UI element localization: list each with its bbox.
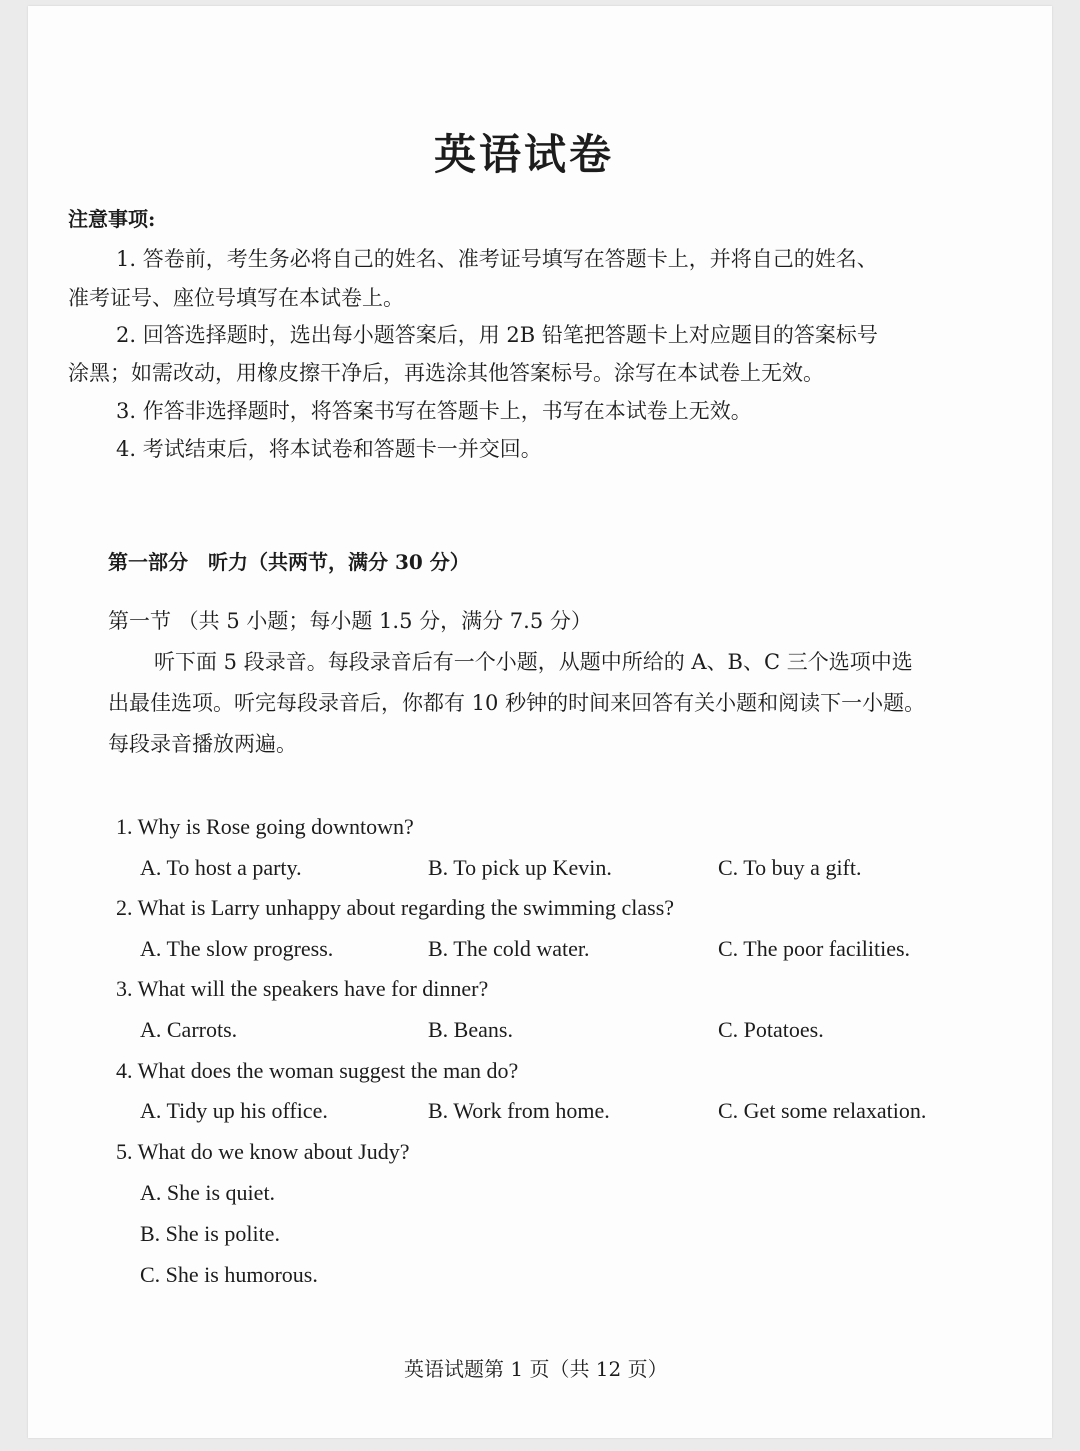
exam-page (28, 6, 1052, 1438)
part-heading: 第一部分 听力（共两节，满分 30 分） (108, 550, 470, 574)
answer-option: A. Tidy up his office. (140, 1098, 328, 1123)
page-footer: 英语试题第 1 页（共 12 页） (404, 1357, 668, 1381)
answer-option: A. She is quiet. (140, 1180, 276, 1205)
question-text: 5. What do we know about Judy? (116, 1139, 410, 1164)
answer-option: A. Carrots. (140, 1017, 238, 1042)
question-text: 4. What does the woman suggest the man do? (116, 1058, 519, 1083)
answer-option: C. Get some relaxation. (718, 1098, 927, 1123)
answer-option: A. The slow progress. (140, 936, 334, 961)
page-title: 英语试卷 (434, 130, 615, 179)
section-heading: 第一节 （共 5 小题；每小题 1.5 分，满分 7.5 分） (108, 609, 592, 633)
notice-line: 涂黑；如需改动，用橡皮擦干净后，再选涂其他答案标号。涂写在本试卷上无效。 (68, 361, 824, 385)
answer-option: B. She is polite. (140, 1221, 280, 1246)
answer-option: C. She is humorous. (140, 1262, 318, 1287)
instruction-line: 出最佳选项。听完每段录音后，你都有 10 秒钟的时间来回答有关小题和阅读下一小题。 (108, 691, 926, 715)
instruction-line: 听下面 5 段录音。每段录音后有一个小题，从题中所给的 A、B、C 三个选项中选 (154, 650, 913, 674)
notice-line: 1. 答卷前，考生务必将自己的姓名、准考证号填写在答题卡上，并将自己的姓名、 (116, 247, 878, 271)
answer-option: B. Beans. (428, 1017, 513, 1042)
notice-line: 4. 考试结束后，将本试卷和答题卡一并交回。 (116, 437, 542, 461)
answer-option: C. Potatoes. (718, 1017, 824, 1042)
notice-line: 2. 回答选择题时，选出每小题答案后，用 2B 铅笔把答题卡上对应题目的答案标号 (116, 323, 878, 347)
answer-option: B. Work from home. (428, 1098, 610, 1123)
notice-line: 3. 作答非选择题时，将答案书写在答题卡上，书写在本试卷上无效。 (116, 399, 752, 423)
question-text: 2. What is Larry unhappy about regarding the swimming class? (116, 895, 675, 920)
notice-line: 准考证号、座位号填写在本试卷上。 (68, 286, 404, 310)
answer-option: C. The poor facilities. (718, 936, 911, 961)
answer-option: A. To host a party. (140, 855, 302, 880)
instruction-line: 每段录音播放两遍。 (108, 732, 297, 756)
question-text: 3. What will the speakers have for dinner? (116, 976, 489, 1001)
answer-option: B. To pick up Kevin. (428, 855, 612, 880)
question-text: 1. Why is Rose going downtown? (116, 814, 414, 839)
answer-option: B. The cold water. (428, 936, 590, 961)
answer-option: C. To buy a gift. (718, 855, 862, 880)
notice-heading: 注意事项: (68, 207, 156, 231)
